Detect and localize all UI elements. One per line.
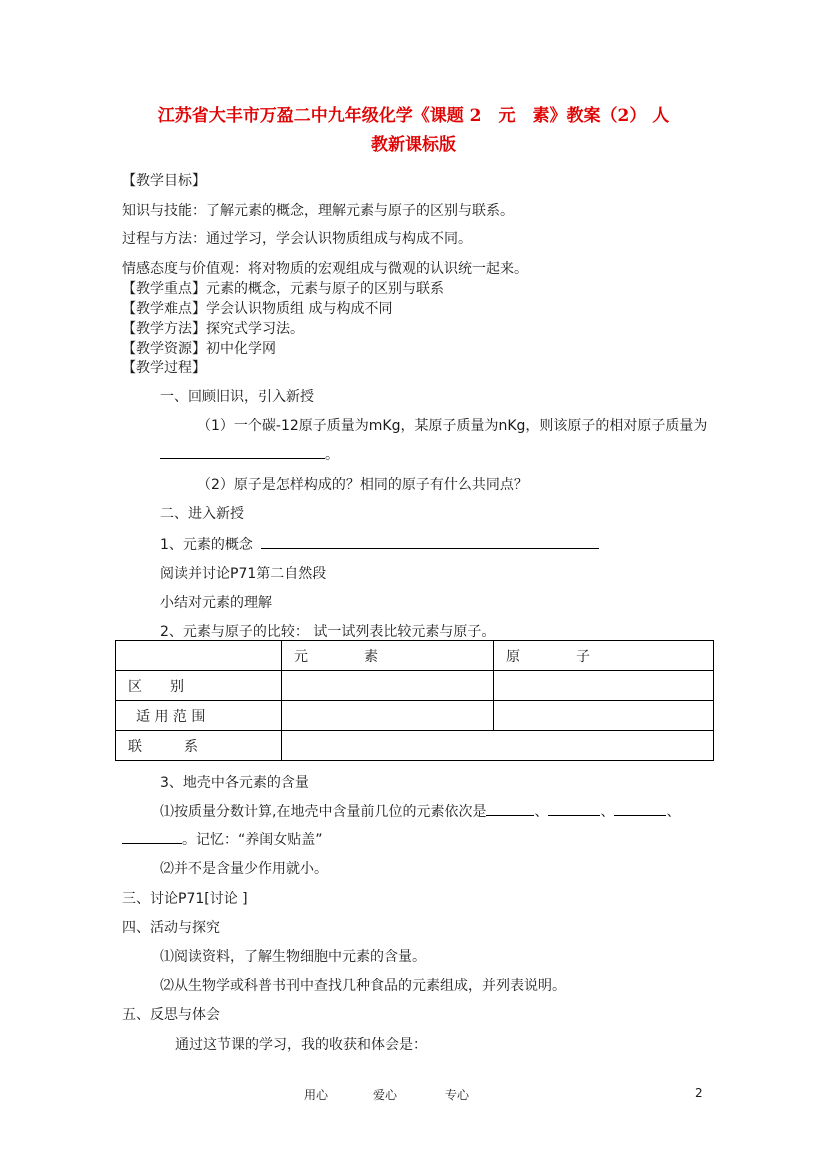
document-title-line2: 教新课标版 xyxy=(371,135,456,155)
part2-heading: 二、进入新授 xyxy=(160,506,244,522)
answer-blank xyxy=(486,801,534,816)
question-1: （1）一个碳-12原子质量为mKg，某原子质量为nKg，则该原子的相对原子质量为 xyxy=(197,418,708,434)
teaching-resources: 【教学资源】初中化学网 xyxy=(122,341,276,357)
memory-line xyxy=(122,829,323,849)
reflection-text: 通过这节课的学习，我的收获和体会是： xyxy=(175,1037,427,1053)
table-row xyxy=(116,731,714,761)
concept-blank xyxy=(261,534,599,549)
answer-blank xyxy=(160,444,325,459)
key-points: 【教学重点】元素的概念，元素与原子的区别与联系 xyxy=(122,281,444,297)
footer-word-2: 爱心 xyxy=(373,1088,398,1102)
activity-item-1: ⑴阅读资料，了解生物细胞中元素的含量。 xyxy=(160,949,426,965)
table-header-row xyxy=(116,641,714,671)
crust-question xyxy=(160,801,680,821)
table-cell xyxy=(494,671,714,701)
table-cell xyxy=(282,701,494,731)
objective-heading: 【教学目标】 xyxy=(122,173,206,189)
part6-heading: 五、反思与体会 xyxy=(122,1007,220,1023)
footer-word-3: 专心 xyxy=(445,1088,470,1102)
difficulty: 【教学难点】学会认识物质组 成与构成不同 xyxy=(122,301,393,317)
document-title-line1: 江苏省大丰市万盈二中九年级化学《课题 2 元 素》教案（2） 人 xyxy=(157,106,670,126)
table-cell xyxy=(282,731,714,761)
memory-text: 。记忆：“养闺女贴盖” xyxy=(182,832,323,848)
table-cell xyxy=(282,671,494,701)
table-cell xyxy=(494,701,714,731)
activity-item-2: ⑵从生物学或科普书刊中查找几种食品的元素组成，并列表说明。 xyxy=(160,978,566,994)
question-1-end: 。 xyxy=(325,447,339,463)
row-label-scope: 适 用 范 围 xyxy=(116,701,282,731)
compare-heading: 2、元素与原子的比较： 试一试列表比较元素与原子。 xyxy=(160,624,496,640)
table-row xyxy=(116,701,714,731)
process-heading: 【教学过程】 xyxy=(122,360,206,376)
part1-heading: 一、回顾旧识，引入新授 xyxy=(160,389,314,405)
row-label-difference: 区 别 xyxy=(116,671,282,701)
row-label-connection: 联 系 xyxy=(116,731,282,761)
footer-word-1: 用心 xyxy=(304,1088,329,1102)
comparison-table xyxy=(115,640,714,761)
answer-blank xyxy=(548,801,600,816)
table-corner-cell xyxy=(116,641,282,671)
table-header-atom: 原 子 xyxy=(494,641,714,671)
separator: 、 xyxy=(600,804,615,820)
crust-question-text: ⑴按质量分数计算,在地壳中含量前几位的元素依次是 xyxy=(160,804,487,820)
page-number: 2 xyxy=(695,1086,703,1100)
knowledge-objective: 知识与技能：了解元素的概念，理解元素与原子的区别与联系。 xyxy=(122,203,514,219)
element-concept-line xyxy=(160,534,599,554)
read-instruction: 阅读并讨论P71第二自然段 xyxy=(160,566,327,582)
separator: 、 xyxy=(534,804,549,820)
question-2: （2）原子是怎样构成的？相同的原子有什么共同点？ xyxy=(197,477,528,493)
crust-item-2: ⑵并不是含量少作用就小。 xyxy=(160,861,328,877)
teaching-method: 【教学方法】探究式学习法。 xyxy=(122,321,304,337)
emotion-objective: 情感态度与价值观：将对物质的宏观组成与微观的认识统一起来。 xyxy=(122,261,528,277)
part5-heading: 四、活动与探究 xyxy=(122,920,220,936)
element-concept-label: 1、元素的概念 xyxy=(160,537,253,553)
table-row xyxy=(116,671,714,701)
answer-blank xyxy=(614,801,666,816)
question-1-answer-line xyxy=(160,444,339,464)
answer-blank xyxy=(122,829,182,844)
table-header-element: 元 素 xyxy=(282,641,494,671)
process-objective: 过程与方法：通过学习，学会认识物质组成与构成不同。 xyxy=(122,231,472,247)
part3-heading: 3、地壳中各元素的含量 xyxy=(160,775,309,791)
separator: 、 xyxy=(666,804,681,820)
part4-heading: 三、讨论P71[讨论 ] xyxy=(122,891,248,907)
summary-instruction: 小结对元素的理解 xyxy=(160,595,272,611)
